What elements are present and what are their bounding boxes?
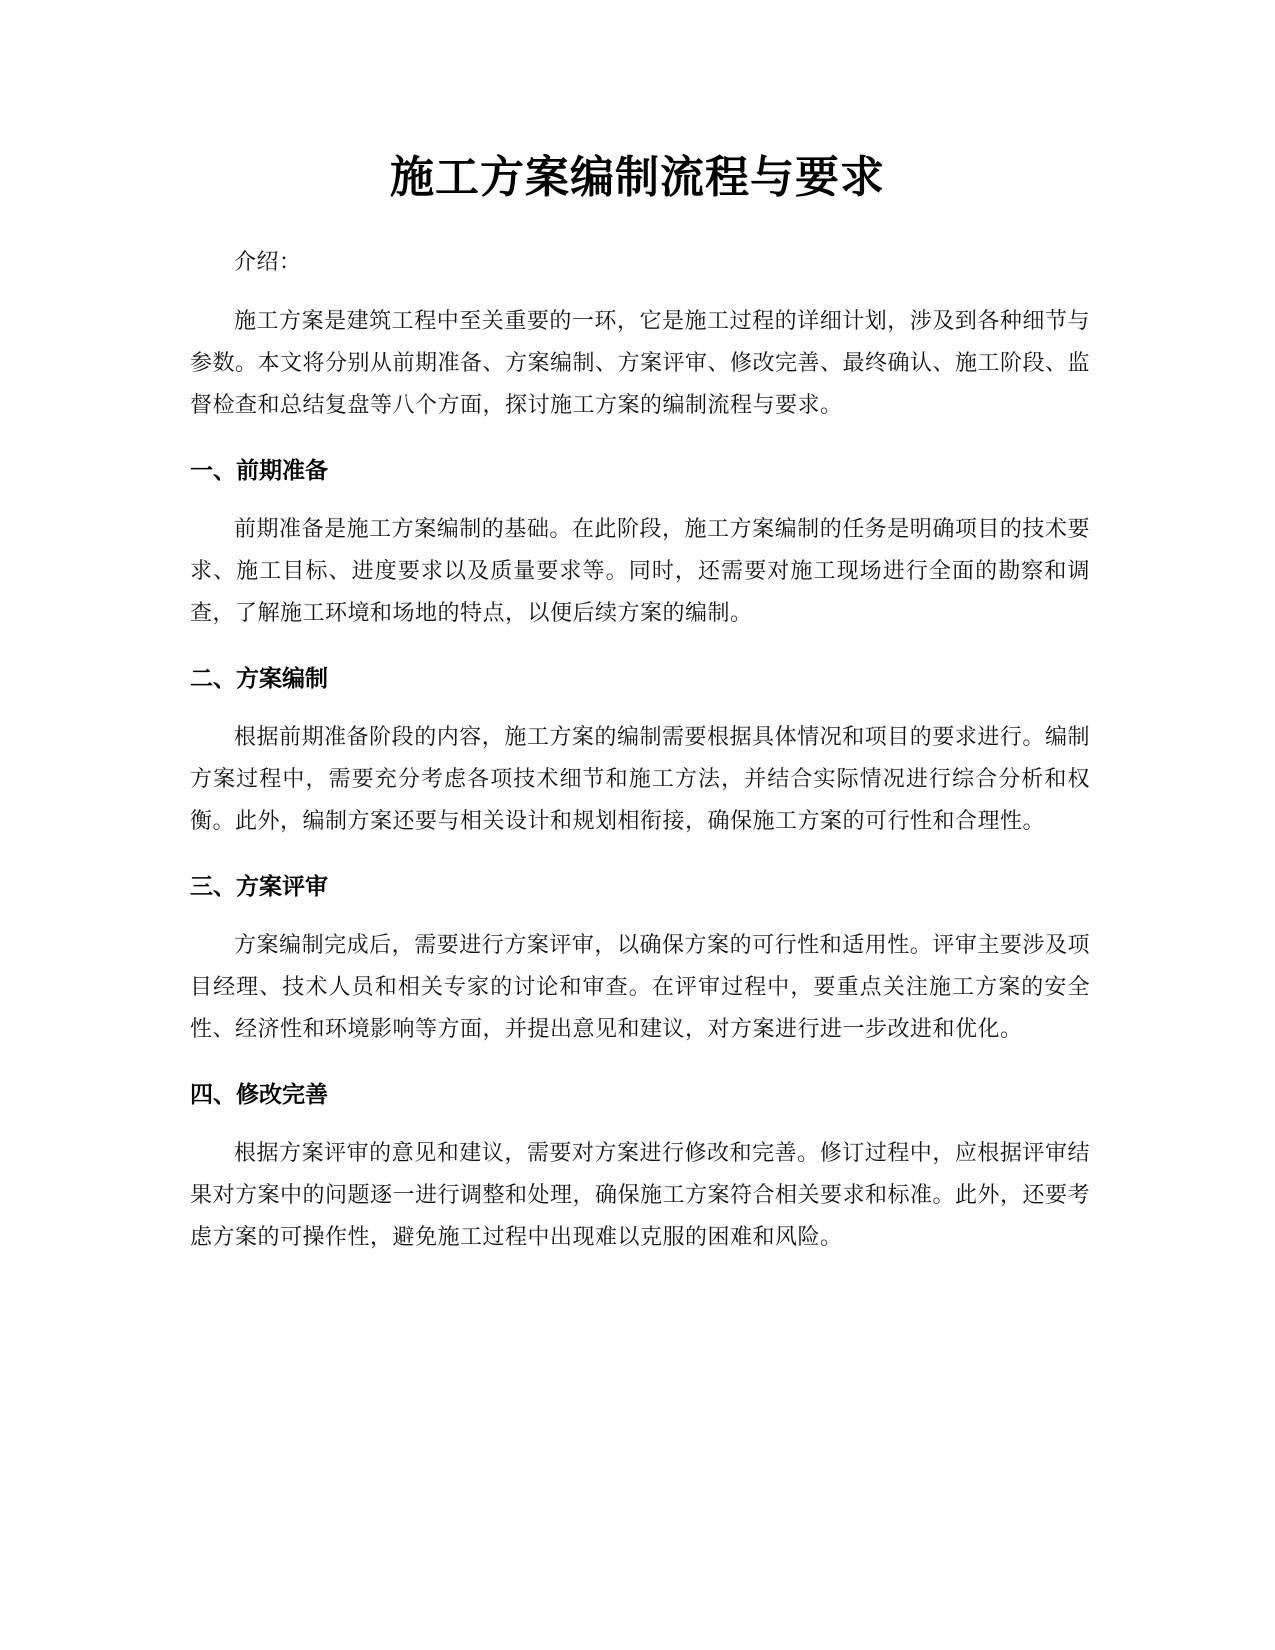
- section-heading-review: 三、方案评审: [190, 874, 328, 900]
- section-body-compilation: 根据前期准备阶段的内容，施工方案的编制需要根据具体情况和项目的要求进行。编制方案过程中，需要充分考虑各项技术细节和施工方法，并结合实际情况进行综合分析和权衡。此外，编制方案还要与相关设计和规划相衔接，确保施工方案的可行性和合理性。: [190, 725, 1090, 834]
- section-body-review: 方案编制完成后，需要进行方案评审，以确保方案的可行性和适用性。评审主要涉及项目经理、技术人员和相关专家的讨论和审查。在评审过程中，要重点关注施工方案的安全性、经济性和环境影响等方面，并提出意见和建议，对方案进行进一步改进和优化。: [190, 933, 1090, 1042]
- section-body-preparation: 前期准备是施工方案编制的基础。在此阶段，施工方案编制的任务是明确项目的技术要求、施工目标、进度要求以及质量要求等。同时，还需要对施工现场进行全面的勘察和调查，了解施工环境和场地的特点，以便后续方案的编制。: [190, 517, 1090, 626]
- document-body: [190, 242, 1090, 1283]
- section-heading-revision: 四、修改完善: [190, 1082, 328, 1108]
- intro-label: 介绍：: [234, 250, 302, 275]
- intro-paragraph: 施工方案是建筑工程中至关重要的一环，它是施工过程的详细计划，涉及到各种细节与参数。本文将分别从前期准备、方案编制、方案评审、修改完善、最终确认、施工阶段、监督检查和总结复盘等八个方面，探讨施工方案的编制流程与要求。: [190, 309, 1091, 418]
- document-title: 施工方案编制流程与要求: [390, 152, 885, 203]
- section-body-revision: 根据方案评审的意见和建议，需要对方案进行修改和完善。修订过程中，应根据评审结果对方案中的问题逐一进行调整和处理，确保施工方案符合相关要求和标准。此外，还要考虑方案的可操作性，避免施工过程中出现难以克服的困难和风险。: [190, 1141, 1091, 1250]
- section-heading-preparation: 一、前期准备: [190, 458, 328, 484]
- section-heading-compilation: 二、方案编制: [190, 666, 328, 692]
